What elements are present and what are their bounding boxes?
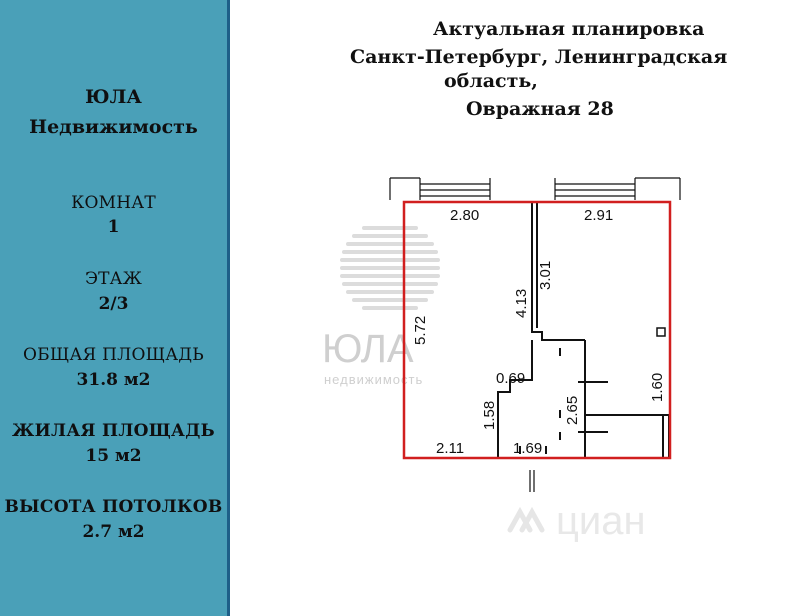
info-sidebar — [0, 0, 230, 616]
dim-wall-413: 4.13 — [513, 288, 530, 318]
ceiling-height-label: ВЫСОТА ПОТОЛКОВ — [4, 497, 223, 517]
dim-bath-height: 2.65 — [564, 395, 581, 425]
total-area-label: ОБЩАЯ ПЛОЩАДЬ — [23, 345, 204, 365]
dim-wall-301: 3.01 — [537, 260, 554, 290]
cian-logo-icon — [510, 512, 542, 530]
dim-hall-height: 1.58 — [481, 400, 498, 430]
yula-watermark-subtitle: недвижимость — [324, 372, 424, 387]
living-area-value: 15 м2 — [85, 446, 142, 466]
bottom-marks — [530, 470, 534, 492]
pipe-marker — [657, 328, 665, 336]
walls — [498, 202, 670, 458]
dim-right-small: 1.60 — [649, 372, 666, 402]
header-title: Актуальная планировка — [433, 18, 705, 40]
rooms-value: 1 — [107, 217, 120, 237]
floor-label: ЭТАЖ — [84, 269, 143, 289]
dim-left-height: 5.72 — [412, 315, 429, 345]
floor-value: 2/3 — [98, 294, 129, 314]
dim-top-left: 2.80 — [450, 207, 480, 224]
rooms-label: КОМНАТ — [71, 193, 156, 213]
window-left — [390, 178, 490, 200]
header-city: Санкт-Петербург, Ленинградская — [350, 46, 728, 68]
window-right — [555, 178, 680, 200]
dim-bottom-mid: 1.69 — [513, 440, 543, 457]
cian-watermark — [500, 490, 710, 550]
floor-plan — [380, 170, 690, 500]
total-area-value: 31.8 м2 — [76, 370, 151, 390]
header-region: область, — [444, 70, 538, 92]
dim-corridor: 0.69 — [496, 370, 526, 387]
brand-subtitle: Недвижимость — [29, 116, 198, 138]
brand-name: ЮЛА — [85, 86, 142, 108]
dim-top-right: 2.91 — [584, 207, 614, 224]
header-street: Овражная 28 — [466, 98, 614, 120]
cian-watermark-text: циан — [556, 499, 646, 543]
living-area-label: ЖИЛАЯ ПЛОЩАДЬ — [12, 421, 215, 441]
dim-bottom-left: 2.11 — [436, 440, 465, 457]
ceiling-height-value: 2.7 м2 — [82, 522, 145, 542]
yula-watermark-brand: ЮЛА — [322, 327, 414, 371]
